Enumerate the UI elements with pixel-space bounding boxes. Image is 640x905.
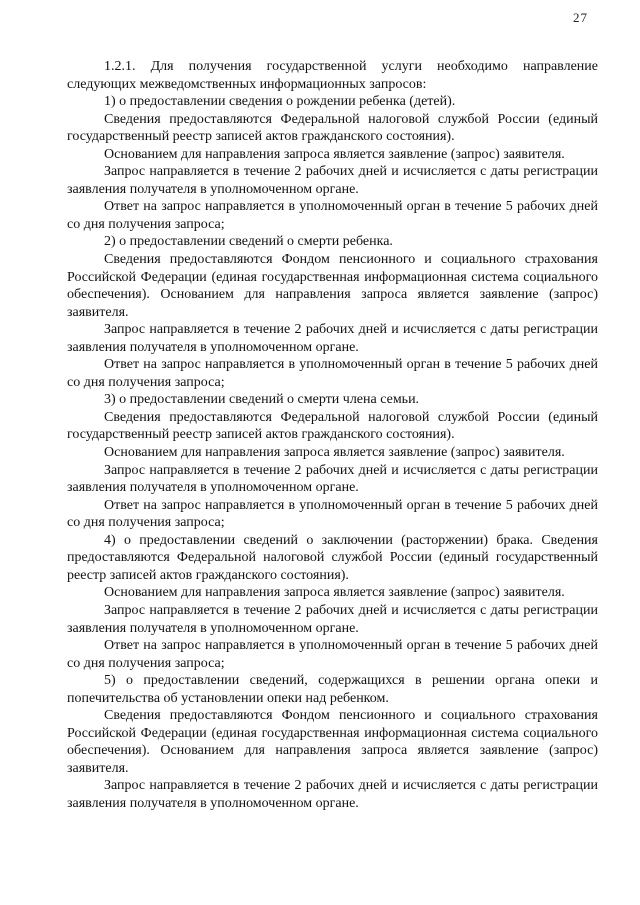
paragraph: Запрос направляется в течение 2 рабочих дней и исчисляется с даты регистрации заявления получателя в уполномоченном органе. [67, 164, 598, 197]
paragraph: Запрос направляется в течение 2 рабочих дней и исчисляется с даты регистрации заявления получателя в уполномоченном органе. [67, 602, 598, 636]
paragraph: Ответ на запрос направляется в уполномоченный орган в течение 5 рабочих дней со дня получения запроса; [67, 638, 598, 671]
paragraph: Запрос направляется в течение 2 рабочих дней и исчисляется с даты регистрации заявления получателя в уполномоченном органе. [67, 778, 598, 811]
page-number: 27 [573, 10, 588, 25]
paragraph: Ответ на запрос направляется в уполномоченный орган в течение 5 рабочих дней со дня получения запроса; [67, 199, 598, 232]
paragraph: 1.2.1. Для получения государственной услуги необходимо направление следующих межведомственных информационных запросов: [67, 59, 598, 92]
paragraph: 1) о предоставлении сведения о рождении ребенка (детей). [104, 94, 456, 110]
paragraph: Ответ на запрос направляется в уполномоченный орган в течение 5 рабочих дней со дня получения запроса; [67, 497, 598, 531]
paragraph: Основанием для направления запроса является заявление (запрос) заявителя. [104, 146, 565, 162]
paragraph: Сведения предоставляются Федеральной налоговой службой России (единый государственный реестр записей актов гражданского состояния). [67, 111, 598, 145]
paragraph: Сведения предоставляются Фондом пенсионного и социального страхования Российской Федерации (единая государственная информационная система социального обеспечения). Основанием для направления запроса является заявление (запрос) заявителя. [67, 252, 598, 320]
paragraph: 4) о предоставлении сведений о заключении (расторжении) брака. Сведения предоставляются Федеральной налоговой службой России (единый государственный реестр записей актов гражданского состояния). [67, 532, 598, 583]
paragraph: Ответ на запрос направляется в уполномоченный орган в течение 5 рабочих дней со дня получения запроса; [67, 357, 598, 390]
paragraph: Сведения предоставляются Фондом пенсионного и социального страхования Российской Федерации (единая государственная информационная система социального обеспечения). Основанием для направления запроса является заявление (запрос) заявителя. [67, 708, 598, 776]
paragraph: Запрос направляется в течение 2 рабочих дней и исчисляется с даты регистрации заявления получателя в уполномоченном органе. [67, 322, 598, 355]
paragraph: Основанием для направления запроса является заявление (запрос) заявителя. [104, 445, 565, 461]
paragraph: Сведения предоставляются Федеральной налоговой службой России (единый государственный реестр записей актов гражданского состояния). [67, 409, 598, 443]
paragraph: Запрос направляется в течение 2 рабочих дней и исчисляется с даты регистрации заявления получателя в уполномоченном органе. [67, 462, 598, 496]
document-body [67, 58, 598, 813]
paragraph: 2) о предоставлении сведений о смерти ребенка. [104, 234, 393, 250]
paragraph: 5) о предоставлении сведений, содержащихся в решении органа опеки и попечительства об установлении опеки над ребенком. [67, 673, 598, 706]
paragraph: Основанием для направления запроса является заявление (запрос) заявителя. [104, 585, 565, 601]
paragraph: 3) о предоставлении сведений о смерти члена семьи. [104, 392, 420, 408]
